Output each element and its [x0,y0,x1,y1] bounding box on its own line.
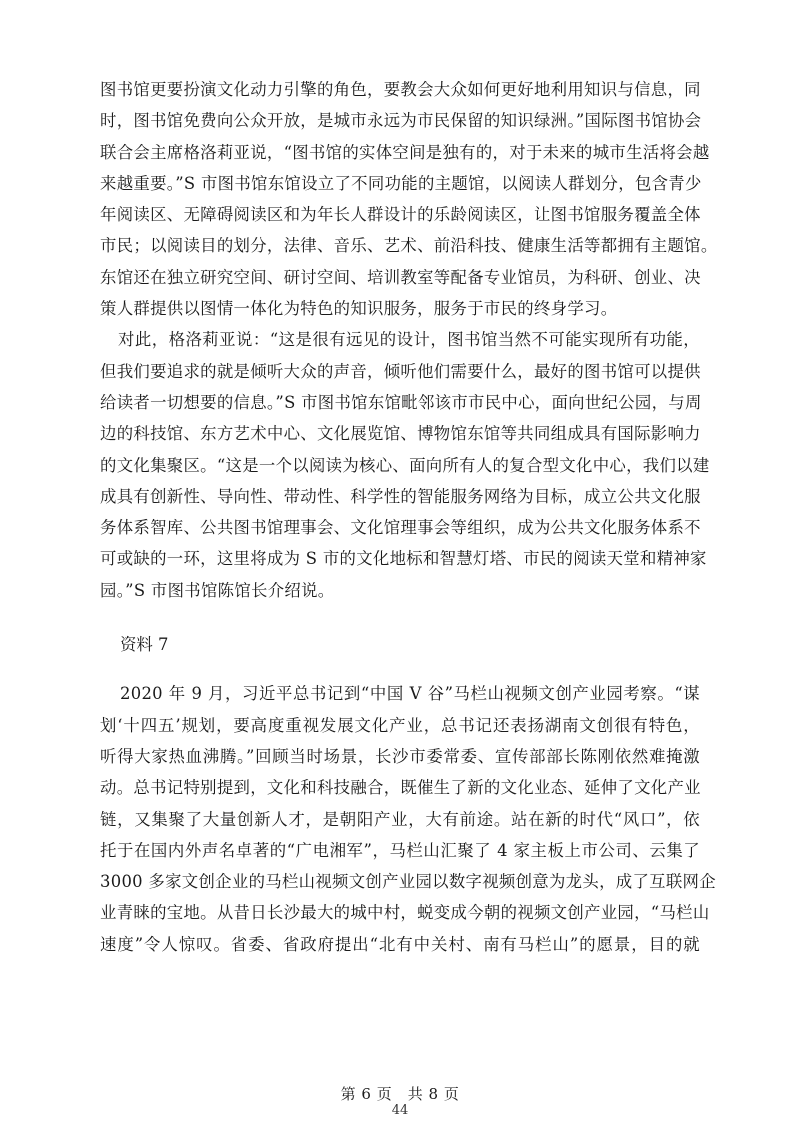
text-line: 划‘十四五’规划，要高度重视发展文化产业，总书记还表扬湖南文创很有特色， [100,715,700,735]
text-line: 托于在国内外声名卓著的“广电湘军”，马栏山汇聚了 4 家主板上市公司、云集了 [100,840,700,860]
text-line: 动。总书记特别提到，文化和科技融合，既催生了新的文化业态、延伸了文化产业 [100,778,701,798]
text-line: 3000 多家文创企业的马栏山视频文创产业园以数字视频创意为龙头，成了互联网企 [100,872,716,892]
page-number: 44 [391,1103,409,1118]
text-line: 图书馆更要扮演文化动力引擎的角色，要教会大众如何更好地利用知识与信息，同 [100,80,701,99]
text-line: 东馆还在独立研究空间、研讨空间、培训教室等配备专业馆员，为科研、创业、决 [100,267,701,287]
text-line: 边的科技馆、东方艺术中心、文化展览馆、博物馆东馆等共同组成具有国际影响力 [100,424,701,444]
text-line: 的文化集聚区。“这是一个以阅读为核心、面向所有人的复合型文化中心，我们以建 [100,455,710,475]
text-line: 来越重要。”S 市图书馆东馆设立了不同功能的主题馆，以阅读人群划分，包含青少 [100,173,702,193]
text-line: 链，又集聚了大量创新人才，是朝阳产业，大有前途。站在新的时代“风口”，依 [100,809,700,829]
paragraph-3 [100,678,716,960]
text-line: 务体系智库、公共图书馆理事会、文化馆理事会等组织，成为公共文化服务体系不 [100,518,701,538]
section-heading: 资料 7 [120,635,169,655]
text-line: 市民；以阅读目的划分，法律、音乐、艺术、前沿科技、健康生活等都拥有主题馆。 [100,236,718,256]
text-line: 听得大家热血沸腾。”回顾当时场景，长沙市委常委、宣传部部长陈刚依然难掩激 [100,746,700,766]
page-indicator: 第 6 页 共 8 页 [340,1085,460,1103]
text-line: 联合会主席格洛莉亚说，“图书馆的实体空间是独有的，对于未来的城市生活将会越 [100,142,710,162]
paragraph-1 [100,74,718,324]
text-line: 成具有创新性、导向性、带动性、科学性的智能服务网络为目标，成立公共文化服 [100,486,701,506]
text-line: 时，图书馆免费向公众开放，是城市永远为市民保留的知识绿洲。”国际图书馆协会 [100,111,702,131]
text-line: 园。”S 市图书馆陈馆长介绍说。 [100,580,335,600]
text-line: 对此，格洛莉亚说：“这是很有远见的设计，图书馆当然不可能实现所有功能， [118,330,700,350]
text-line: 可或缺的一环，这里将成为 S 市的文化地标和智慧灯塔、市民的阅读天堂和精神家 [100,549,707,569]
text-line: 策人群提供以图情一体化为特色的知识服务，服务于市民的终身学习。 [100,299,618,319]
text-line: 2020 年 9 月，习近平总书记到“中国 V 谷”马栏山视频文创产业园考察。“谋 [120,684,700,704]
text-line: 但我们要追求的就是倾听大众的声音，倾听他们需要什么，最好的图书馆可以提供 [100,361,701,381]
text-line: 年阅读区、无障碍阅读区和为年长人群设计的乐龄阅读区，让图书馆服务覆盖全体 [100,205,701,225]
paragraph-2 [100,324,710,606]
text-line: 业青睐的宝地。从昔日长沙最大的城中村，蜕变成今朝的视频文创产业园，“马栏山 [100,903,710,923]
text-line: 速度”令人惊叹。省委、省政府提出“北有中关村、南有马栏山”的愿景，目的就 [100,934,700,954]
text-line: 给读者一切想要的信息。”S 市图书馆东馆毗邻该市市民中心，面向世纪公园，与周 [100,392,702,412]
document-body [100,74,718,960]
